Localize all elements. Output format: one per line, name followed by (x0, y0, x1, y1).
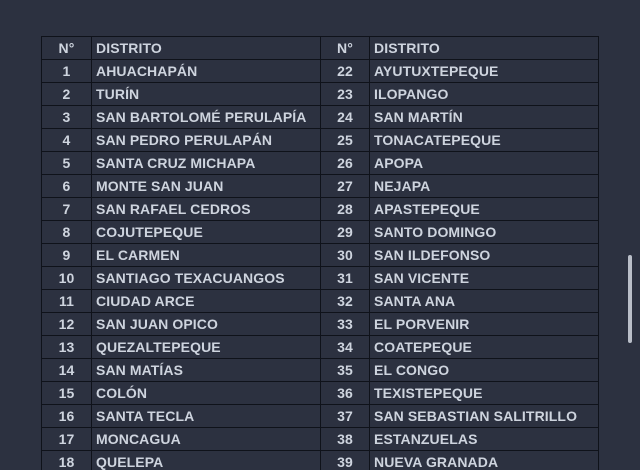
district-number-cell: 29 (321, 221, 370, 244)
district-name-cell: MONCAGUA (92, 428, 321, 451)
district-number-cell: 24 (321, 106, 370, 129)
district-name-cell: COATEPEQUE (370, 336, 599, 359)
table-row (42, 359, 599, 382)
district-name-cell: EL PORVENIR (370, 313, 599, 336)
district-number-cell: 32 (321, 290, 370, 313)
table-row (42, 382, 599, 405)
table-row (42, 267, 599, 290)
district-name-cell: SAN MATÍAS (92, 359, 321, 382)
district-name-cell: SANTA TECLA (92, 405, 321, 428)
district-number-cell: 15 (42, 382, 92, 405)
district-name-cell: TONACATEPEQUE (370, 129, 599, 152)
district-number-cell: 39 (321, 451, 370, 470)
district-name-cell: SAN RAFAEL CEDROS (92, 198, 321, 221)
table-header-row (42, 37, 599, 60)
districts-table (41, 36, 599, 470)
district-name-cell: SAN ILDEFONSO (370, 244, 599, 267)
district-name-cell: SAN BARTOLOMÉ PERULAPÍA (92, 106, 321, 129)
district-number-cell: 4 (42, 129, 92, 152)
header-number-right: N° (321, 37, 370, 60)
district-number-cell: 5 (42, 152, 92, 175)
table-row (42, 175, 599, 198)
district-number-cell: 13 (42, 336, 92, 359)
district-name-cell: ILOPANGO (370, 83, 599, 106)
district-name-cell: AYUTUXTEPEQUE (370, 60, 599, 83)
district-number-cell: 23 (321, 83, 370, 106)
district-number-cell: 27 (321, 175, 370, 198)
district-name-cell: APOPA (370, 152, 599, 175)
district-number-cell: 1 (42, 60, 92, 83)
district-number-cell: 12 (42, 313, 92, 336)
header-number-left: N° (42, 37, 92, 60)
district-name-cell: SANTA CRUZ MICHAPA (92, 152, 321, 175)
table-row (42, 428, 599, 451)
district-name-cell: TEXISTEPEQUE (370, 382, 599, 405)
table-row (42, 152, 599, 175)
district-name-cell: QUEZALTEPEQUE (92, 336, 321, 359)
table-row (42, 336, 599, 359)
district-name-cell: SANTIAGO TEXACUANGOS (92, 267, 321, 290)
district-name-cell: CIUDAD ARCE (92, 290, 321, 313)
table-row (42, 244, 599, 267)
district-number-cell: 30 (321, 244, 370, 267)
district-number-cell: 14 (42, 359, 92, 382)
table-row (42, 451, 599, 470)
district-name-cell: NUEVA GRANADA (370, 451, 599, 470)
district-name-cell: NEJAPA (370, 175, 599, 198)
district-name-cell: SANTO DOMINGO (370, 221, 599, 244)
district-number-cell: 35 (321, 359, 370, 382)
district-name-cell: EL CARMEN (92, 244, 321, 267)
district-name-cell: QUELEPA (92, 451, 321, 470)
district-number-cell: 18 (42, 451, 92, 470)
district-number-cell: 25 (321, 129, 370, 152)
district-name-cell: SAN VICENTE (370, 267, 599, 290)
district-name-cell: SAN MARTÍN (370, 106, 599, 129)
district-name-cell: APASTEPEQUE (370, 198, 599, 221)
header-district-left: DISTRITO (92, 37, 321, 60)
table-row (42, 405, 599, 428)
table-row (42, 83, 599, 106)
district-number-cell: 7 (42, 198, 92, 221)
district-number-cell: 2 (42, 83, 92, 106)
table-row (42, 198, 599, 221)
table-row (42, 129, 599, 152)
district-name-cell: SAN JUAN OPICO (92, 313, 321, 336)
district-name-cell: AHUACHAPÁN (92, 60, 321, 83)
district-number-cell: 8 (42, 221, 92, 244)
district-number-cell: 26 (321, 152, 370, 175)
district-number-cell: 38 (321, 428, 370, 451)
district-number-cell: 16 (42, 405, 92, 428)
table-row (42, 60, 599, 83)
table-body (42, 60, 599, 470)
district-name-cell: MONTE SAN JUAN (92, 175, 321, 198)
district-number-cell: 34 (321, 336, 370, 359)
district-number-cell: 22 (321, 60, 370, 83)
district-number-cell: 11 (42, 290, 92, 313)
header-district-right: DISTRITO (370, 37, 599, 60)
district-name-cell: SAN PEDRO PERULAPÁN (92, 129, 321, 152)
district-name-cell: ESTANZUELAS (370, 428, 599, 451)
district-number-cell: 37 (321, 405, 370, 428)
district-number-cell: 36 (321, 382, 370, 405)
district-name-cell: COLÓN (92, 382, 321, 405)
district-number-cell: 3 (42, 106, 92, 129)
district-name-cell: SANTA ANA (370, 290, 599, 313)
district-name-cell: SAN SEBASTIAN SALITRILLO (370, 405, 599, 428)
district-number-cell: 9 (42, 244, 92, 267)
district-name-cell: COJUTEPEQUE (92, 221, 321, 244)
table-row (42, 221, 599, 244)
district-number-cell: 6 (42, 175, 92, 198)
district-number-cell: 33 (321, 313, 370, 336)
table-row (42, 290, 599, 313)
district-name-cell: TURÍN (92, 83, 321, 106)
district-number-cell: 17 (42, 428, 92, 451)
district-number-cell: 31 (321, 267, 370, 290)
district-name-cell: EL CONGO (370, 359, 599, 382)
district-number-cell: 28 (321, 198, 370, 221)
district-number-cell: 10 (42, 267, 92, 290)
vertical-scrollbar-thumb[interactable] (628, 255, 632, 343)
table-row (42, 313, 599, 336)
table-row (42, 106, 599, 129)
